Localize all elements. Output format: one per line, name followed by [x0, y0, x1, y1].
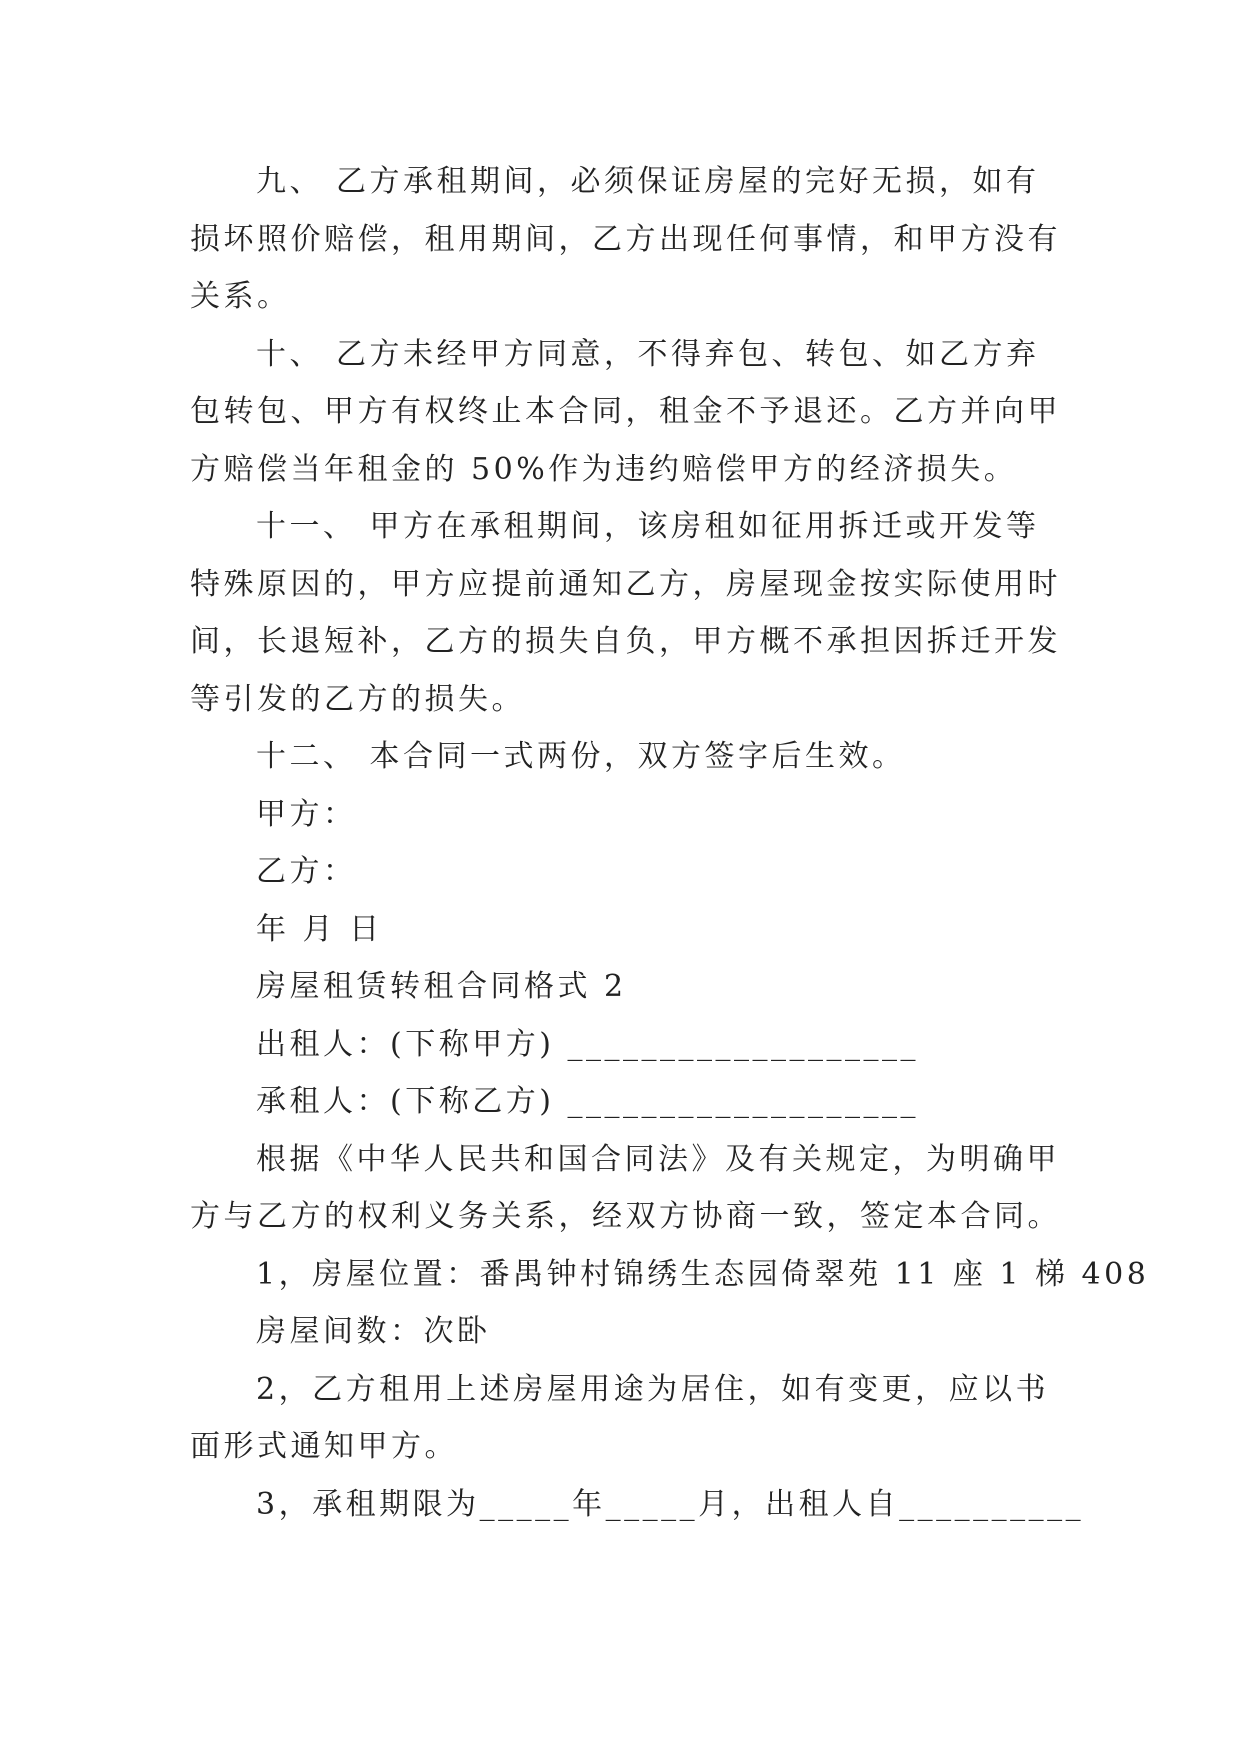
clause-10-line-3: 方赔偿当年租金的 50%作为违约赔偿甲方的经济损失。 — [190, 451, 1018, 487]
clause-10-line-1: 十、 乙方未经甲方同意，不得弃包、转包、如乙方弃 — [256, 336, 1040, 372]
clause-10-line-2: 包转包、甲方有权终止本合同，租金不予退还。乙方并向甲 — [190, 394, 1061, 429]
item-2-line-2: 面形式通知甲方。 — [190, 1429, 458, 1464]
clause-9-line-2: 损坏照价赔偿，租用期间，乙方出现任何事情，和甲方没有 — [190, 221, 1061, 257]
clause-9-line-3: 关系。 — [190, 279, 291, 314]
preamble-line-2: 方与乙方的权利义务关系，经双方协商一致，签定本合同。 — [190, 1199, 1061, 1234]
clause-12: 十二、 本合同一式两份，双方签字后生效。 — [256, 739, 906, 774]
item-3-line-1: 3，承租期限为_____年_____月，出租人自__________ — [256, 1486, 1085, 1522]
section-title: 房屋租赁转租合同格式 2 — [256, 969, 627, 1004]
party-a-signature-label: 甲方： — [256, 796, 357, 832]
item-2-line-1: 2，乙方租用上述房屋用途为居住，如有变更，应以书 — [256, 1371, 1050, 1407]
lessee-line: 承租人：(下称乙方) ___________________ — [256, 1084, 919, 1119]
clause-11-line-2: 特殊原因的，甲方应提前通知乙方，房屋现金按实际使用时 — [190, 566, 1061, 602]
party-b-signature-label: 乙方： — [256, 854, 357, 889]
clause-11-line-4: 等引发的乙方的损失。 — [190, 681, 525, 717]
date-line: 年 月 日 — [256, 911, 383, 947]
clause-9-line-1: 九、 乙方承租期间，必须保证房屋的完好无损，如有 — [256, 164, 1040, 199]
clause-11-line-3: 间，长退短补，乙方的损失自负，甲方概不承担因拆迁开发 — [190, 624, 1061, 659]
clause-11-line-1: 十一、 甲方在承租期间，该房租如征用拆迁或开发等 — [256, 509, 1040, 544]
document-page — [190, 153, 1150, 1533]
item-1-location: 1，房屋位置：番禺钟村锦绣生态园倚翠苑 11 座 1 梯 408 — [256, 1256, 1150, 1292]
item-1-rooms: 房屋间数：次卧 — [256, 1314, 491, 1349]
preamble-line-1: 根据《中华人民共和国合同法》及有关规定，为明确甲 — [256, 1141, 1060, 1177]
lessor-line: 出租人：(下称甲方) ___________________ — [256, 1026, 919, 1062]
